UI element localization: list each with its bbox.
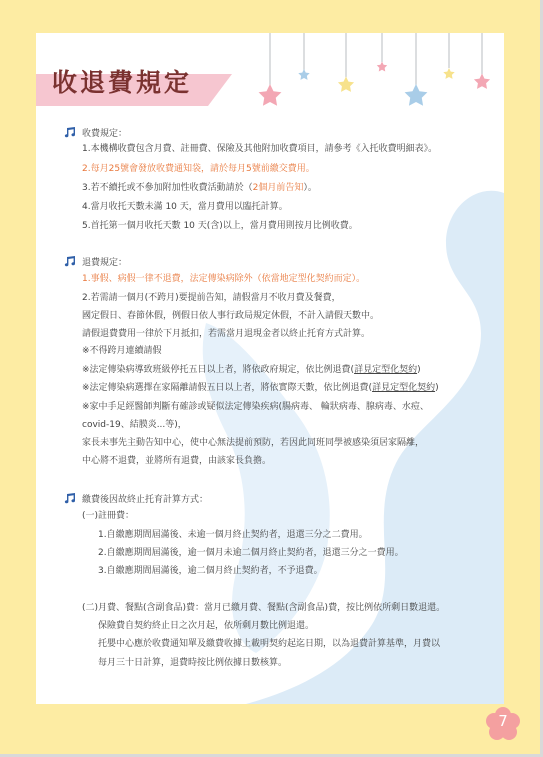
refund-rule-line: covid-19、結膜炎...等)， (82, 420, 187, 430)
music-note-icon (64, 493, 76, 504)
content-panel (36, 33, 504, 704)
section-heading-termination (64, 492, 208, 505)
fee-rule-line: 1.本機構收費包含月費、註冊費、保險及其他附加收費項目，請參考《入托收費明細表》。 (82, 144, 438, 154)
fee-rule-line: 4.當月收托天數未滿 10 天，當月費用以臨托計算。 (82, 202, 288, 212)
fee-rule-text: ）。 (303, 183, 317, 193)
section-heading-text: 退費規定： (82, 258, 128, 268)
page-title: 收退費規定 (52, 68, 193, 97)
section-heading-refunds (64, 255, 127, 268)
fee-rule-line: 2.每月25號會發放收費通知袋，請於每月5號前繳交費用。 (82, 164, 315, 174)
fee-rule-highlight: 2個月前告知 (252, 183, 304, 193)
refund-rule-line: 請假退費費用一律於下月抵扣，若需當月退現金者以終止托育方式計算。 (82, 329, 371, 339)
refund-rule-text: ※法定傳染病選擇在家隔離請假五日以上者，將依實際天數，依比例退費( (82, 383, 373, 393)
refund-rule-line (82, 382, 439, 394)
termination-rule-line: 托嬰中心應於收費通知單及繳費收據上載明契約起迄日期，以為退費計算基準，月費以 (98, 639, 441, 649)
music-note-icon (64, 127, 76, 138)
section-heading-text: 收費規定： (82, 129, 128, 139)
refund-rule-line: 1.事假、病假一律不退費，法定傳染病除外（依當地定型化契約而定）。 (82, 274, 366, 284)
music-note-icon (64, 256, 76, 267)
termination-rule-line: 2.自繳應期間屆滿後，逾一個月未逾二個月終止契約者，退還三分之一費用。 (98, 548, 404, 558)
termination-subheading: (一)註冊費： (82, 511, 135, 521)
contract-link[interactable]: 詳見定型化契約 (354, 365, 418, 375)
refund-rule-line: ※不得跨月連續請假 (82, 346, 162, 356)
section-heading-fees (64, 126, 127, 139)
hanging-stars-decoration (36, 33, 504, 123)
refund-rule-text: ) (417, 365, 421, 375)
termination-rule-line: 1.自繳應期間屆滿後、未逾一個月終止契約者，退還三分之二費用。 (98, 530, 368, 540)
refund-rule-line: 中心將不退費，並將所有退費，由該家長負擔。 (82, 456, 272, 466)
refund-rule-line: 國定假日、春節休假，例假日依人事行政局規定休假，不計入請假天數中。 (82, 311, 380, 321)
section-heading-text: 繳費後因故終止托育計算方式： (82, 495, 209, 505)
refund-rule-line: ※家中手足經醫師判斷有確診或疑似法定傳染疾病(腸病毒、 輪狀病毒、腺病毒、水痘、 (82, 402, 429, 412)
refund-rule-line (82, 364, 421, 376)
refund-rule-text: ) (435, 383, 439, 393)
termination-rule-line: 3.自繳應期間屆滿後，逾二個月終止契約者，不予退費。 (98, 566, 323, 576)
fee-rule-text: 3.若不續托或不參加附加性收費活動請於（ (82, 183, 253, 193)
page-number: 7 (498, 712, 508, 730)
termination-rule-line: 每月三十日計算，退費時按比例依據日數核算。 (98, 658, 288, 668)
fee-rule-line: 5.首托第一個月收托天數 10 天(含)以上，當月費用則按月比例收費。 (82, 221, 358, 231)
refund-rule-line: 2.若需請一個月(不跨月)要提前告知，請假當月不收月費及餐費， (82, 293, 341, 303)
contract-link[interactable]: 詳見定型化契約 (372, 383, 436, 393)
refund-rule-line: 家長未事先主動告知中心，使中心無法提前預防，若因此同班同學被感染須居家隔離， (82, 438, 425, 448)
fee-rule-line (82, 182, 317, 194)
termination-rule-line: 保險費自契約終止日之次月起，依所剩月數比例退還。 (98, 621, 315, 631)
refund-rule-text: ※法定傳染病導致班級停托五日以上者，將依政府規定，依比例退費( (82, 365, 355, 375)
termination-subheading: (二)月費、餐點(含副食品)費：當月已繳月費、餐點(含副食品)費，按比例依所剩日數退還。 (82, 603, 446, 613)
